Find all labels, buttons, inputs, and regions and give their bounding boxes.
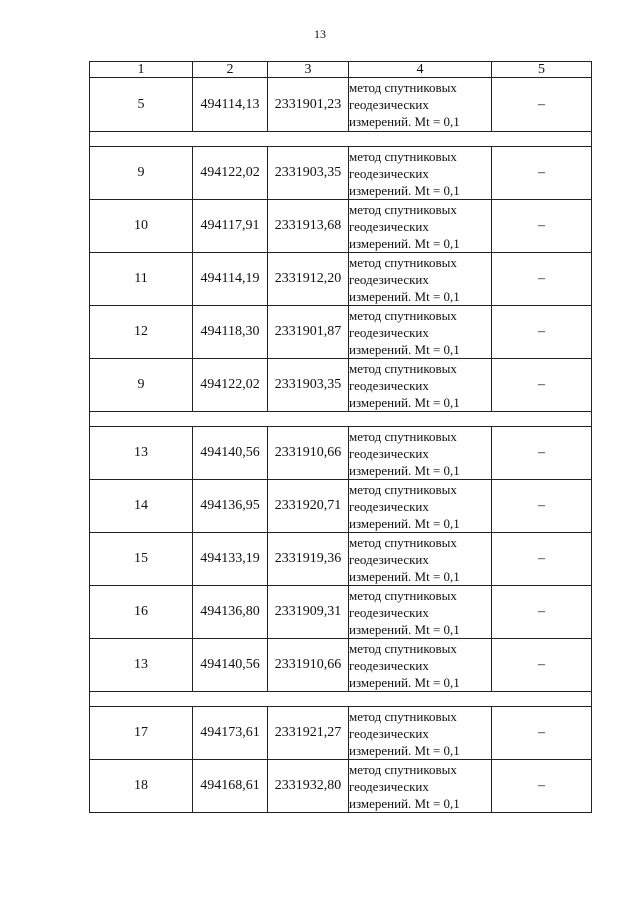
y-coordinate-cell: 2331909,31 <box>268 586 349 639</box>
note-cell: – <box>492 78 592 132</box>
x-coordinate-cell: 494114,19 <box>193 253 268 306</box>
point-number-cell: 5 <box>90 78 193 132</box>
x-coordinate-cell: 494122,02 <box>193 147 268 200</box>
note-cell: – <box>492 359 592 412</box>
method-cell <box>349 359 492 412</box>
method-line: измерений. Mt = 0,1 <box>349 182 460 198</box>
method-line: измерений. Mt = 0,1 <box>349 795 460 811</box>
column-number-row <box>90 62 592 78</box>
method-line: геодезических <box>349 218 429 234</box>
point-number-cell: 10 <box>90 200 193 253</box>
method-line: геодезических <box>349 778 429 794</box>
method-cell <box>349 639 492 692</box>
method-line: метод спутниковых <box>349 534 457 550</box>
method-line: геодезических <box>349 498 429 514</box>
note-cell: – <box>492 427 592 480</box>
y-coordinate-cell: 2331913,68 <box>268 200 349 253</box>
method-line: геодезических <box>349 604 429 620</box>
method-cell <box>349 533 492 586</box>
method-line: метод спутниковых <box>349 587 457 603</box>
point-number-cell: 11 <box>90 253 193 306</box>
table-row <box>90 359 592 412</box>
y-coordinate-cell: 2331901,23 <box>268 78 349 132</box>
x-coordinate-cell: 494133,19 <box>193 533 268 586</box>
x-coordinate-cell: 494118,30 <box>193 306 268 359</box>
method-line: геодезических <box>349 725 429 741</box>
method-line: метод спутниковых <box>349 708 457 724</box>
method-cell <box>349 760 492 813</box>
note-cell: – <box>492 707 592 760</box>
method-line: измерений. Mt = 0,1 <box>349 621 460 637</box>
method-line: метод спутниковых <box>349 307 457 323</box>
column-header: 3 <box>268 62 349 78</box>
method-line: метод спутниковых <box>349 360 457 376</box>
method-line: геодезических <box>349 445 429 461</box>
table-row <box>90 78 592 132</box>
column-header: 4 <box>349 62 492 78</box>
x-coordinate-cell: 494140,56 <box>193 427 268 480</box>
method-line: метод спутниковых <box>349 428 457 444</box>
method-line: измерений. Mt = 0,1 <box>349 114 460 129</box>
method-line: измерений. Mt = 0,1 <box>349 394 460 410</box>
page-number: 13 <box>314 27 326 41</box>
x-coordinate-cell: 494136,95 <box>193 480 268 533</box>
note-cell: – <box>492 480 592 533</box>
point-number-cell: 13 <box>90 639 193 692</box>
method-cell <box>349 253 492 306</box>
table-row <box>90 427 592 480</box>
point-number-cell: 18 <box>90 760 193 813</box>
method-line: геодезических <box>349 324 429 340</box>
table-row <box>90 533 592 586</box>
method-line: геодезических <box>349 97 429 112</box>
y-coordinate-cell: 2331921,27 <box>268 707 349 760</box>
method-cell <box>349 480 492 533</box>
method-line: геодезических <box>349 551 429 567</box>
note-cell: – <box>492 253 592 306</box>
note-cell: – <box>492 306 592 359</box>
method-cell <box>349 586 492 639</box>
method-line: метод спутниковых <box>349 201 457 217</box>
method-line: метод спутниковых <box>349 640 457 656</box>
method-line: геодезических <box>349 377 429 393</box>
method-line: геодезических <box>349 165 429 181</box>
method-line: измерений. Mt = 0,1 <box>349 341 460 357</box>
table-row <box>90 147 592 200</box>
coordinates-table <box>89 61 592 813</box>
y-coordinate-cell: 2331910,66 <box>268 639 349 692</box>
method-line: измерений. Mt = 0,1 <box>349 674 460 690</box>
point-number-cell: 15 <box>90 533 193 586</box>
method-line: измерений. Mt = 0,1 <box>349 568 460 584</box>
section-divider-cell <box>90 692 592 707</box>
note-cell: – <box>492 200 592 253</box>
method-line: метод спутниковых <box>349 80 457 95</box>
method-line: измерений. Mt = 0,1 <box>349 742 460 758</box>
note-cell: – <box>492 147 592 200</box>
x-coordinate-cell: 494117,91 <box>193 200 268 253</box>
method-line: измерений. Mt = 0,1 <box>349 288 460 304</box>
y-coordinate-cell: 2331919,36 <box>268 533 349 586</box>
section-divider-row <box>90 412 592 427</box>
table-row <box>90 586 592 639</box>
table-row <box>90 253 592 306</box>
section-divider-cell <box>90 412 592 427</box>
method-line: метод спутниковых <box>349 148 457 164</box>
x-coordinate-cell: 494173,61 <box>193 707 268 760</box>
y-coordinate-cell: 2331932,80 <box>268 760 349 813</box>
method-line: геодезических <box>349 271 429 287</box>
x-coordinate-cell: 494140,56 <box>193 639 268 692</box>
table-row <box>90 639 592 692</box>
method-cell <box>349 427 492 480</box>
method-cell <box>349 78 492 132</box>
method-line: метод спутниковых <box>349 761 457 777</box>
section-divider-cell <box>90 132 592 147</box>
point-number-cell: 9 <box>90 147 193 200</box>
note-cell: – <box>492 639 592 692</box>
method-line: измерений. Mt = 0,1 <box>349 515 460 531</box>
note-cell: – <box>492 533 592 586</box>
y-coordinate-cell: 2331910,66 <box>268 427 349 480</box>
point-number-cell: 9 <box>90 359 193 412</box>
section-divider-row <box>90 132 592 147</box>
table-row <box>90 306 592 359</box>
method-line: геодезических <box>349 657 429 673</box>
point-number-cell: 14 <box>90 480 193 533</box>
x-coordinate-cell: 494114,13 <box>193 78 268 132</box>
y-coordinate-cell: 2331903,35 <box>268 147 349 200</box>
y-coordinate-cell: 2331912,20 <box>268 253 349 306</box>
method-cell <box>349 147 492 200</box>
section-divider-row <box>90 692 592 707</box>
point-number-cell: 17 <box>90 707 193 760</box>
method-line: измерений. Mt = 0,1 <box>349 235 460 251</box>
method-line: метод спутниковых <box>349 481 457 497</box>
note-cell: – <box>492 760 592 813</box>
table-row <box>90 200 592 253</box>
column-header: 1 <box>90 62 193 78</box>
method-cell <box>349 200 492 253</box>
method-cell <box>349 707 492 760</box>
table-row <box>90 707 592 760</box>
x-coordinate-cell: 494136,80 <box>193 586 268 639</box>
method-line: метод спутниковых <box>349 254 457 270</box>
point-number-cell: 12 <box>90 306 193 359</box>
table-row <box>90 480 592 533</box>
table-body <box>90 62 592 813</box>
column-header: 5 <box>492 62 592 78</box>
point-number-cell: 13 <box>90 427 193 480</box>
column-header: 2 <box>193 62 268 78</box>
y-coordinate-cell: 2331903,35 <box>268 359 349 412</box>
y-coordinate-cell: 2331920,71 <box>268 480 349 533</box>
x-coordinate-cell: 494168,61 <box>193 760 268 813</box>
method-cell <box>349 306 492 359</box>
note-cell: – <box>492 586 592 639</box>
y-coordinate-cell: 2331901,87 <box>268 306 349 359</box>
x-coordinate-cell: 494122,02 <box>193 359 268 412</box>
point-number-cell: 16 <box>90 586 193 639</box>
table-row <box>90 760 592 813</box>
method-line: измерений. Mt = 0,1 <box>349 462 460 478</box>
